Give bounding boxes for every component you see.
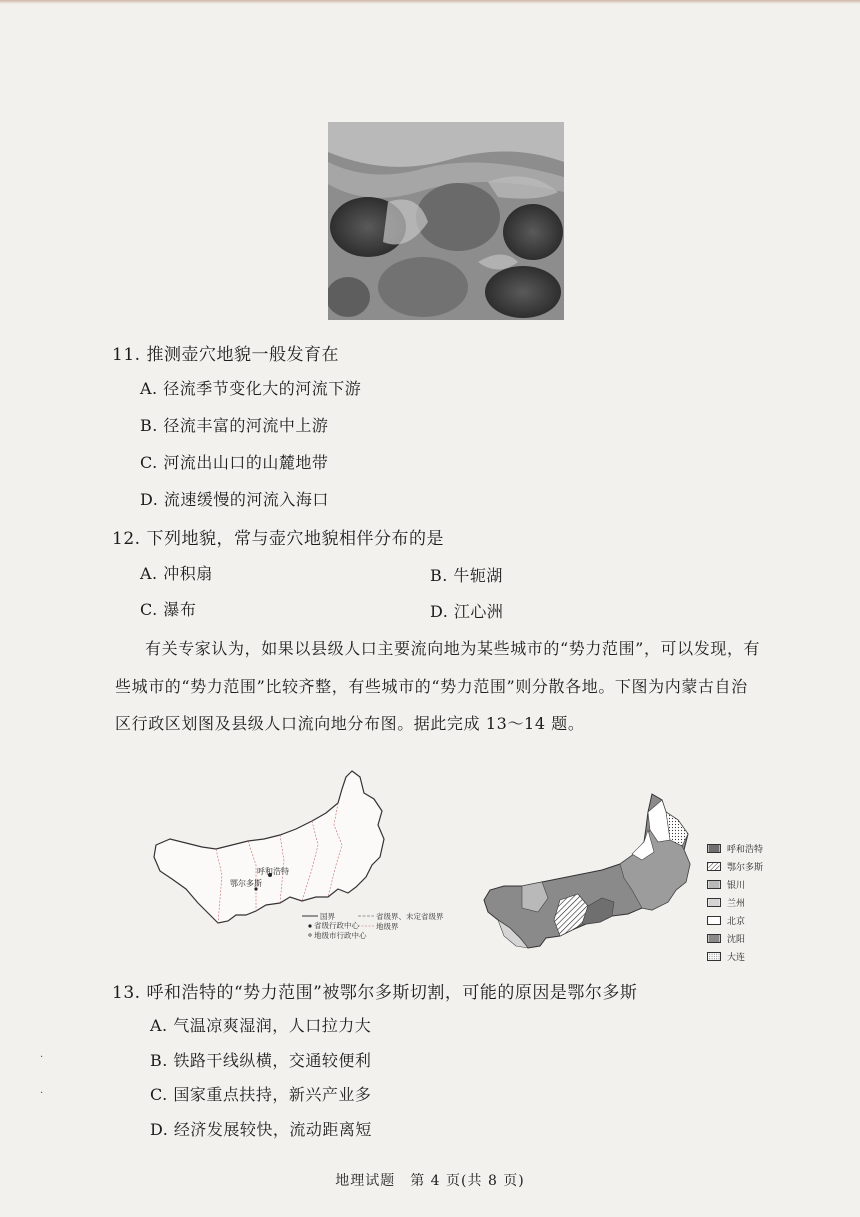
map-label-ordos: 鄂尔多斯 <box>230 879 262 888</box>
margin-speck: · <box>40 1052 44 1063</box>
intro-line-3: 区行政区划图及县级人口流向地分布图。据此完成 13～14 题。 <box>115 714 585 733</box>
legend-label-beijing: 北京 <box>727 916 746 927</box>
q12-option-d: D. 江心洲 <box>430 602 504 621</box>
q13-option-b: B. 铁路干线纵横，交通较便利 <box>150 1051 372 1070</box>
legend-label-yinchuan: 银川 <box>727 880 746 891</box>
legend-label-dalian: 大连 <box>727 952 746 963</box>
map-legend-national-border: 国界 <box>320 912 335 921</box>
inner-mongolia-admin-map <box>152 765 397 945</box>
q13-option-d: D. 经济发展较快，流动距离短 <box>150 1120 372 1139</box>
q11-option-d: D. 流速缓慢的河流入海口 <box>140 490 329 509</box>
legend-item-beijing <box>707 912 797 928</box>
legend-label-lanzhou: 兰州 <box>727 898 746 909</box>
flow-map-legend <box>707 840 797 966</box>
q11-stem: 11. 推测壶穴地貌一般发育在 <box>112 345 339 365</box>
legend-label-shenyang: 沈阳 <box>727 934 746 945</box>
q12-option-c: C. 瀑布 <box>140 600 197 619</box>
map-label-hohhot: 呼和浩特 <box>257 867 289 876</box>
q13-option-a: A. 气温凉爽湿润，人口拉力大 <box>150 1016 372 1035</box>
legend-item-dalian <box>707 948 797 964</box>
legend-item-ordos <box>707 858 797 874</box>
admin-map-outline <box>154 771 384 923</box>
map-legend-prefecture-border: 地级界 <box>376 922 399 931</box>
q11-option-a: A. 径流季节变化大的河流下游 <box>140 379 362 398</box>
q12-stem: 12. 下列地貌，常与壶穴地貌相伴分布的是 <box>112 529 444 549</box>
intro-line-1: 有关专家认为，如果以县级人口主要流向地为某些城市的“势力范围”，可以发现，有 <box>145 639 761 658</box>
map-legend-provincial-border: 省级界、未定省级界 <box>376 912 444 921</box>
legend-item-shenyang <box>707 930 797 946</box>
q13-stem: 13. 呼和浩特的“势力范围”被鄂尔多斯切割，可能的原因是鄂尔多斯 <box>112 983 638 1003</box>
margin-speck: · <box>40 1088 44 1099</box>
q12-option-a: A. 冲积扇 <box>140 564 213 583</box>
legend-label-ordos: 鄂尔多斯 <box>727 862 764 873</box>
legend-item-hohhot <box>707 840 797 856</box>
population-flow-map <box>482 790 697 950</box>
legend-item-yinchuan <box>707 876 797 892</box>
q12-option-b: B. 牛轭湖 <box>430 566 503 585</box>
page-footer: 地理试题 第 4 页(共 8 页) <box>335 1173 525 1189</box>
legend-label-hohhot: 呼和浩特 <box>727 844 764 855</box>
q13-option-c: C. 国家重点扶持，新兴产业多 <box>150 1085 372 1104</box>
legend-prefecture-symbol <box>309 934 311 936</box>
page-top-edge <box>0 0 860 4</box>
pothole-landform-photo <box>328 122 564 320</box>
legend-capital-symbol <box>308 924 311 927</box>
map-legend-provincial-capital: 省级行政中心 <box>314 921 359 930</box>
q11-option-c: C. 河流出山口的山麓地带 <box>140 453 329 472</box>
intro-line-2: 些城市的“势力范围”比较齐整，有些城市的“势力范围”则分散各地。下图为内蒙古自治 <box>115 677 748 696</box>
legend-item-lanzhou <box>707 894 797 910</box>
q11-option-b: B. 径流丰富的河流中上游 <box>140 416 329 435</box>
map-legend-prefecture-center: 地级市行政中心 <box>314 931 367 940</box>
